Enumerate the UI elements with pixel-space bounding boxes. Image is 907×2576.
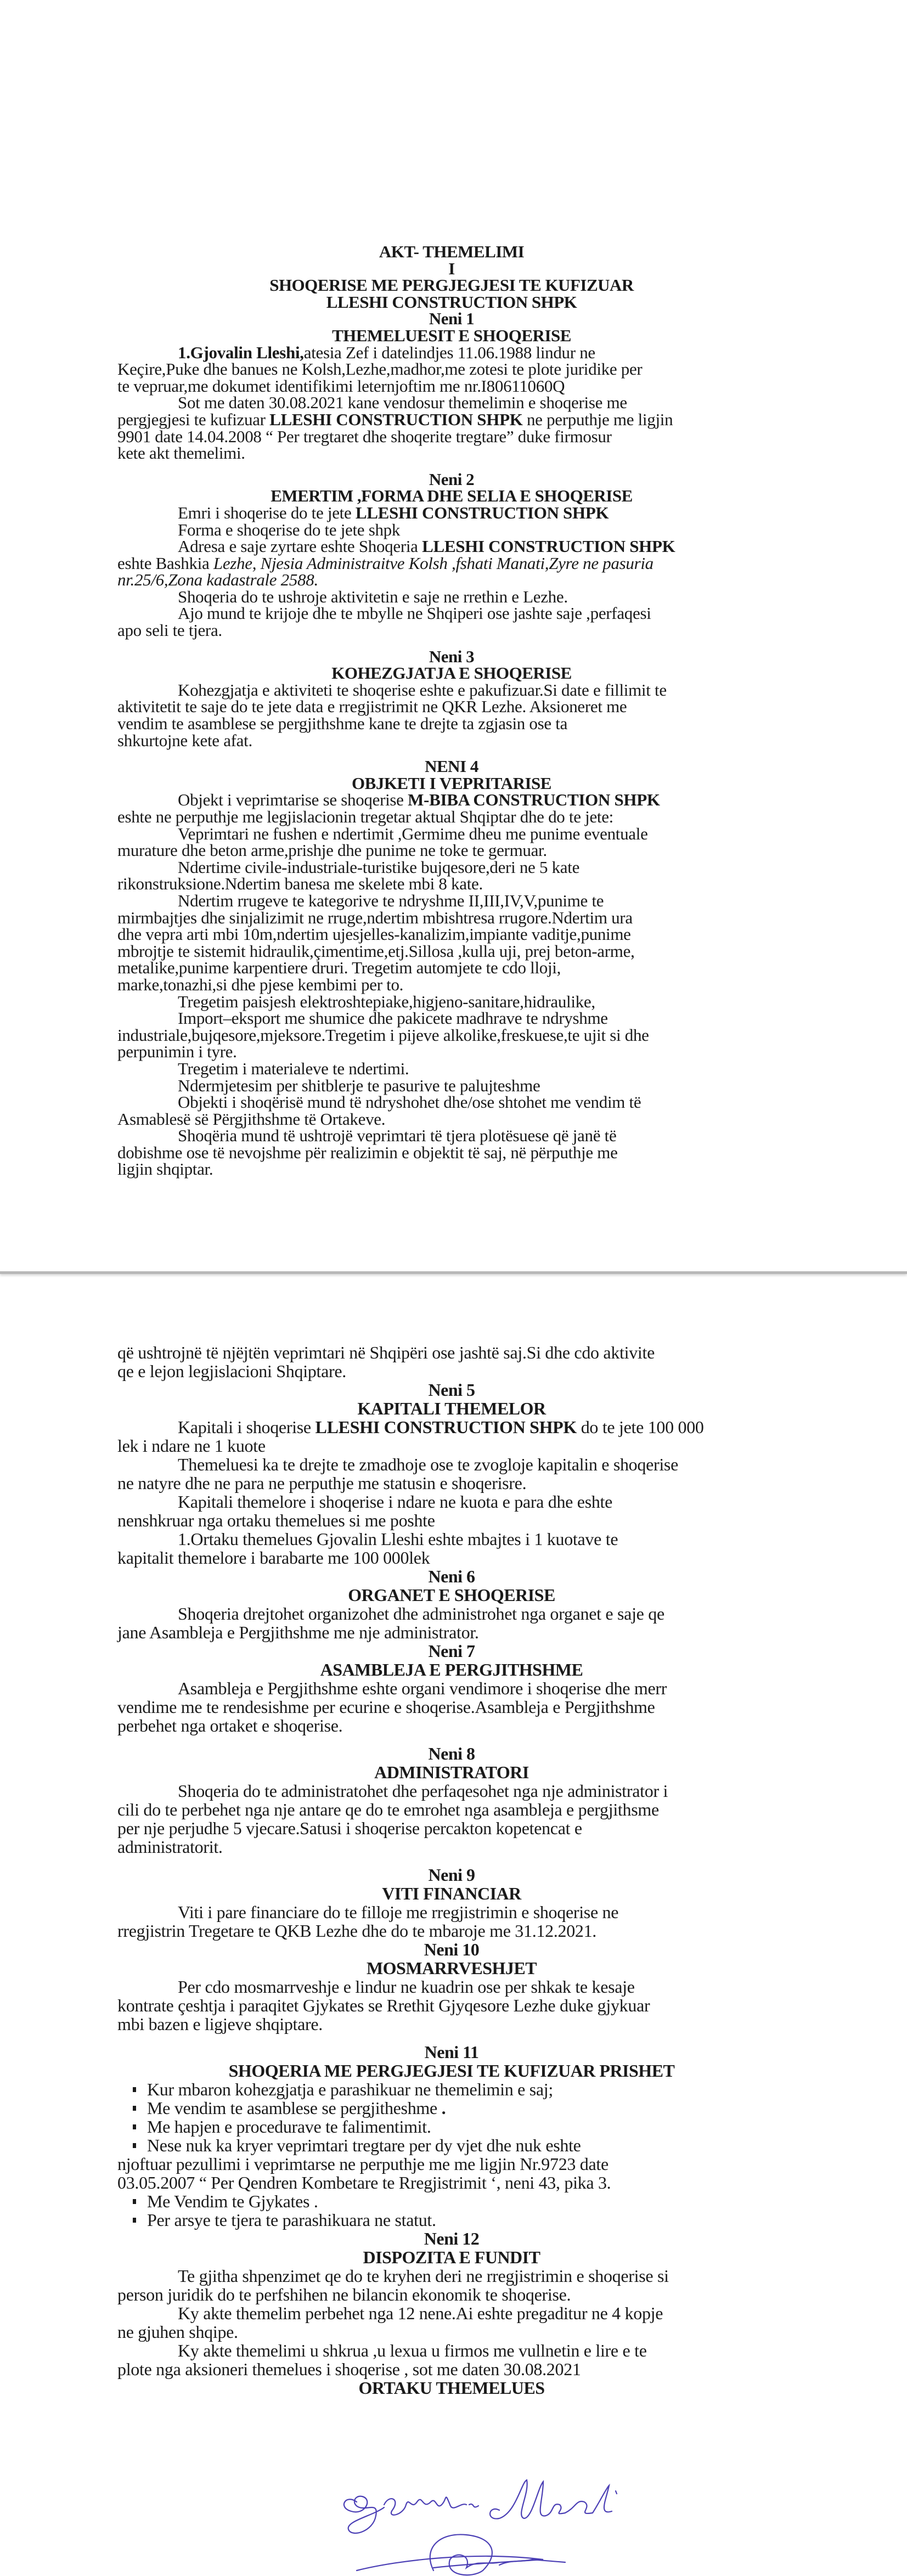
text-run: Kapitali themelore i shoqerise i ndare ne kuota e para dhe eshte nenshkruar nga ortaku themelues si me poshte (117, 1492, 613, 1530)
bold-text: LLESHI CONSTRUCTION SHPK (422, 537, 675, 556)
article-number: Neni 2 (429, 469, 475, 489)
text-run: Tregetim i materialeve te ndertimi. (178, 1058, 409, 1078)
bullet-item (117, 2136, 786, 2155)
section-heading: ORTAKU THEMELUES (358, 2378, 545, 2398)
text-run: Ky akte themelim perbehet nga 12 nene.Ai eshte pregaditur ne 4 kopje ne gjuhen shqipe. (117, 2303, 663, 2342)
paragraph (117, 1679, 786, 1735)
bullet-item (117, 2117, 786, 2136)
paragraph (117, 1492, 786, 1530)
bullet-item (117, 2192, 786, 2211)
text-run: Me vendim te asamblese se pergjitheshme (147, 2098, 442, 2118)
page-2-text-column (117, 1343, 786, 2397)
paragraph (117, 792, 786, 825)
text-run: Tregetim paisjesh elektroshtepiake,higjeno-sanitare,hidraulike, (178, 991, 595, 1011)
paragraph (117, 1128, 786, 1178)
section-heading: SHOQERIA ME PERGJEGJESI TE KUFIZUAR PRISHET (228, 2061, 675, 2081)
text-run: Me hapjen e procedurave te falimentimit. (147, 2117, 431, 2137)
section-heading: KOHEZGJATJA E SHOQERISE (331, 663, 572, 683)
text-run: Ndertime civile-industriale-turistike bujqesore,deri ne 5 kate rikonstruksione.Ndertim banesa me skelete mbi 8 kate. (117, 857, 580, 894)
bold-text: LLESHI CONSTRUCTION SHPK (355, 503, 609, 522)
paragraph (117, 505, 786, 522)
text-run: Ajo mund te krijoje dhe te mbylle ne Shqiperi ose jashte saje ,perfaqesi apo seli te tjera. (117, 604, 651, 640)
paragraph (117, 1903, 786, 1940)
spacer (117, 2033, 786, 2043)
paragraph (117, 589, 786, 606)
article-number: NENI 4 (425, 757, 478, 776)
text-run: atesia Zef i datelindjes 11.06.1988 lindur ne Keçire,Puke dhe banues ne Kolsh,Lezhe,madhor,me zotesi te plote juridike per te vepruar,me dokumet identifikimi leternjoftim me nr.I80611060Q (117, 342, 643, 396)
article-number: Neni 1 (429, 309, 475, 329)
paragraph (117, 890, 786, 994)
article-number: Neni 7 (428, 1641, 475, 1661)
bullet-item (117, 2099, 786, 2117)
founder-signature (335, 2477, 642, 2576)
text-run: Per cdo mosmarrveshje e lindur ne kuadrin ose per shkak te kesaje kontrate çeshtja i paraqitet Gjykates se Rrethit Gjyqesore Lezhe duke gjykuar mbi bazen e ligjeve shqiptare. (117, 1977, 650, 2034)
section-heading: THEMELUESIT E SHOQERISE (332, 325, 571, 345)
spacer (117, 1735, 786, 1744)
paragraph (117, 2155, 786, 2192)
text-run: Kur mbaron kohezgjatja e parashikuar ne themelimin e saj; (147, 2079, 553, 2099)
section-heading: LLESHI CONSTRUCTION SHPK (326, 292, 577, 312)
section-heading: EMERTIM ,FORMA DHE SELIA E SHOQERISE (271, 486, 633, 506)
text-run: Ndertim rrugeve te kategorive te ndryshme II,III,IV,V,punime te mirmbajtjes dhe sinjalizimit ne rruge,ndertim mbishtresa rrugore.Ndertim ura dhe vepra arti mbi 10m,ndertim ujesjelles-kanalizim,impiante vaditje,punime mbrojtje te sistemit hidraulik,çimentime,etj.Sillosa ,kulla uji, prej beton-arme, metalike,punime karpentiere druri. Tregetim automjete te cdo lloji, marke,tonazhi,si dhe pjese kembimi per to. (117, 890, 635, 994)
section-heading: ADMINISTRATORI (374, 1762, 529, 1782)
paragraph (117, 1075, 786, 1095)
spacer (117, 1856, 786, 1865)
text-run: Veprimtari ne fushen e ndertimit ,Germime dheu me punime eventuale murature dhe beton arme,prishje dhe punime ne toke te germuar. (117, 824, 648, 860)
paragraph (117, 538, 786, 589)
paragraph (117, 2267, 786, 2304)
text-run: Import–eksport me shumice dhe pakicete madhrave te ndryshme industriale,bujqesore,mjeksore.Tregetim i pijeve alkolike,freskuese,te ujit si dhe perpunimin i tyre. (117, 1008, 649, 1062)
section-heading: MOSMARRVESHJET (366, 1958, 537, 1978)
text-run: Asambleja e Pergjithshme eshte organi vendimore i shoqerise dhe merr vendime me te rendesishme per ecurine e shoqerise.Asambleja e Pergjithshme perbehet nga ortaket e shoqerise. (117, 1678, 667, 1735)
paragraph (117, 1418, 786, 1455)
section-heading: ASAMBLEJA E PERGJITHSHME (320, 1660, 583, 1679)
section-heading: OBJKETI I VEPRITARISE (352, 773, 551, 793)
paragraph (117, 1094, 786, 1128)
text-run: 1.Ortaku themelues Gjovalin Lleshi eshte mbajtes i 1 kuotave te kapitalit themelore i barabarte me 100 000lek (117, 1529, 618, 1568)
text-run: Ndermjetesim per shitblerje te pasurive te palujteshme (178, 1075, 540, 1095)
text-run: Ky akte themelimi u shkrua ,u lexua u firmos me vullnetin e lire e te plote nga aksioneri themelues i shoqerise , sot me daten 30.08.2021 (117, 2341, 647, 2379)
text-run: Sot me daten 30.08.2021 kane vendosur themelimin e shoqerise me pergjegjesi te kufizuar (117, 393, 627, 429)
text-run: Adresa e saje zyrtare eshte Shoqeria (178, 537, 422, 556)
text-run: Me Vendim te Gjykates . (147, 2191, 318, 2211)
section-heading: KAPITALI THEMELOR (357, 1399, 546, 1418)
paragraph (117, 605, 786, 639)
article-number: Neni 8 (428, 1744, 475, 1763)
document-page-1 (0, 0, 907, 1274)
paragraph (117, 991, 786, 1011)
section-heading: VITI FINANCIAR (382, 1884, 521, 1903)
text-run: Shoqeria drejtohet organizohet dhe administrohet nga organet e saje qe jane Asambleja e Pergjithshme me nje administrator. (117, 1604, 664, 1642)
text-run: Shoqeria do te ushroje aktivitetin e saje ne rrethin e Lezhe. (178, 587, 568, 606)
paragraph (117, 826, 786, 859)
text-run: Kohezgjatja e aktiviteti te shoqerise eshte e pakufizuar.Si date e fillimit te aktivitetit te saje do te jete data e rregjistrimit ne QKR Lezhe. Aksioneret me vendim te asamblese se pergjithshme kane te drejte ta zgjasin ose ta shkurtojne kete afat. (117, 680, 667, 750)
text-run: Objekt i veprimtarise se shoqerise (178, 790, 408, 810)
article-number: Neni 9 (428, 1865, 475, 1885)
bold-text: LLESHI CONSTRUCTION SHPK (269, 409, 523, 429)
text-run: Emri i shoqerise do te jete (178, 503, 356, 522)
text-run: Per arsye te tjera te parashikuara ne statut. (147, 2210, 436, 2230)
paragraph (117, 2341, 786, 2378)
article-number: Neni 12 (424, 2229, 480, 2248)
paragraph (117, 1058, 786, 1078)
bold-text: 1.Gjovalin Lleshi, (178, 342, 304, 362)
text-run: Shoqëria mund të ushtrojë veprimtari të tjera plotësuese që janë të dobishme ose të nevojshme për realizimin e objektit të saj, në përputhje me ligjin shqiptar. (117, 1126, 618, 1179)
bullet-item (117, 2080, 786, 2099)
paragraph (117, 2304, 786, 2341)
section-heading: SHOQERISE ME PERGJEGJESI TE KUFIZUAR (269, 275, 634, 295)
paragraph (117, 342, 786, 396)
text-run: Te gjitha shpenzimet qe do te kryhen deri ne rregjistrimin e shoqerise si person juridik do te perfshihen ne bilancin ekonomik te shoqerise. (117, 2266, 669, 2304)
text-run: Viti i pare financiare do te filloje me rregjistrimin e shoqerise ne rregjistrin Tregetare te QKB Lezhe dhe do te mbaroje me 31.12.2021. (117, 1902, 619, 1941)
text-run: që ushtrojnë të njëjtën veprimtari në Shqipëri ose jashtë saj.Si dhe cdo aktivite qe e lejon legjislacioni Shqiptare. (117, 1343, 655, 1381)
text-run: Themeluesi ka te drejte te zmadhoje ose te zvogloje kapitalin e shoqerise ne natyre dhe ne para ne perputhje me statusin e shoqerisre. (117, 1455, 678, 1493)
paragraph (117, 1977, 786, 2033)
article-number: Neni 11 (424, 2042, 479, 2062)
paragraph (117, 1455, 786, 1492)
italic-text: Lezhe, Njesia Administraitve Kolsh ,fshati Manati,Zyre ne pasuria nr.25/6,Zona kadastrale 2588. (117, 553, 654, 590)
text-run: do te jete 100 000 lek i ndare ne 1 kuote (117, 1417, 704, 1456)
text-run: njoftuar pezullimi i veprimtarse ne perputhje me me ligjin Nr.9723 date 03.05.2007 “ Per Qendren Kombetare te Rregjistrimit ‘, neni 43, pika 3. (117, 2154, 611, 2192)
paragraph (117, 522, 786, 539)
article-number: Neni 5 (428, 1380, 475, 1400)
text-run: Nese nuk ka kryer veprimtari tregtare per dy vjet dhe nuk eshte (147, 2135, 581, 2155)
document-page-2 (0, 1284, 907, 2566)
paragraph (117, 859, 786, 893)
paragraph (117, 394, 786, 461)
page-1-text-column (117, 244, 786, 1178)
section-heading: ORGANET E SHOQERISE (348, 1585, 555, 1605)
paragraph (117, 1530, 786, 1567)
article-number: Neni 6 (428, 1566, 475, 1586)
paragraph (117, 1604, 786, 1642)
section-heading: AKT- THEMELIMI (379, 242, 525, 261)
bullet-item (117, 2211, 786, 2229)
text-run: Objekti i shoqërisë mund të ndryshohet dhe/ose shtohet me vendim të Asmablesë së Përgjithshme të Ortakeve. (117, 1092, 641, 1129)
paragraph (117, 1343, 786, 1380)
text-run: Kapitali i shoqerise (178, 1417, 316, 1437)
section-heading: I (448, 258, 455, 278)
bold-text: LLESHI CONSTRUCTION SHPK (315, 1417, 577, 1437)
bold-text: M-BIBA CONSTRUCTION SHPK (408, 790, 660, 810)
section-heading: DISPOZITA E FUNDIT (363, 2247, 540, 2267)
paragraph (117, 1010, 786, 1061)
paragraph (117, 682, 786, 749)
text-run: eshte ne perputhje me legjislacionin tregetar aktual Shqiptar dhe do te jete: (117, 807, 613, 826)
article-number: Neni 10 (424, 1940, 480, 1959)
bold-text: . (441, 2098, 446, 2118)
text-run: Forma e shoqerise do te jete shpk (178, 520, 401, 539)
text-run: ne perputhje me ligjin 9901 date 14.04.2008 “ Per tregtaret dhe shoqerite tregtare” duke firmosur kete akt themelimi. (117, 409, 673, 463)
text-run: eshte Bashkia (117, 553, 210, 573)
text-run: Shoqeria do te administratohet dhe perfaqesohet nga nje administrator i cili do te perbehet nga nje antare qe do te emrohet nga asambleja e pergjithsme per nje perjudhe 5 vjecare.Satusi i shoqerise percakton kopetencat e administratorit. (117, 1781, 668, 1857)
article-number: Neni 3 (429, 646, 475, 666)
paragraph (117, 1782, 786, 1856)
